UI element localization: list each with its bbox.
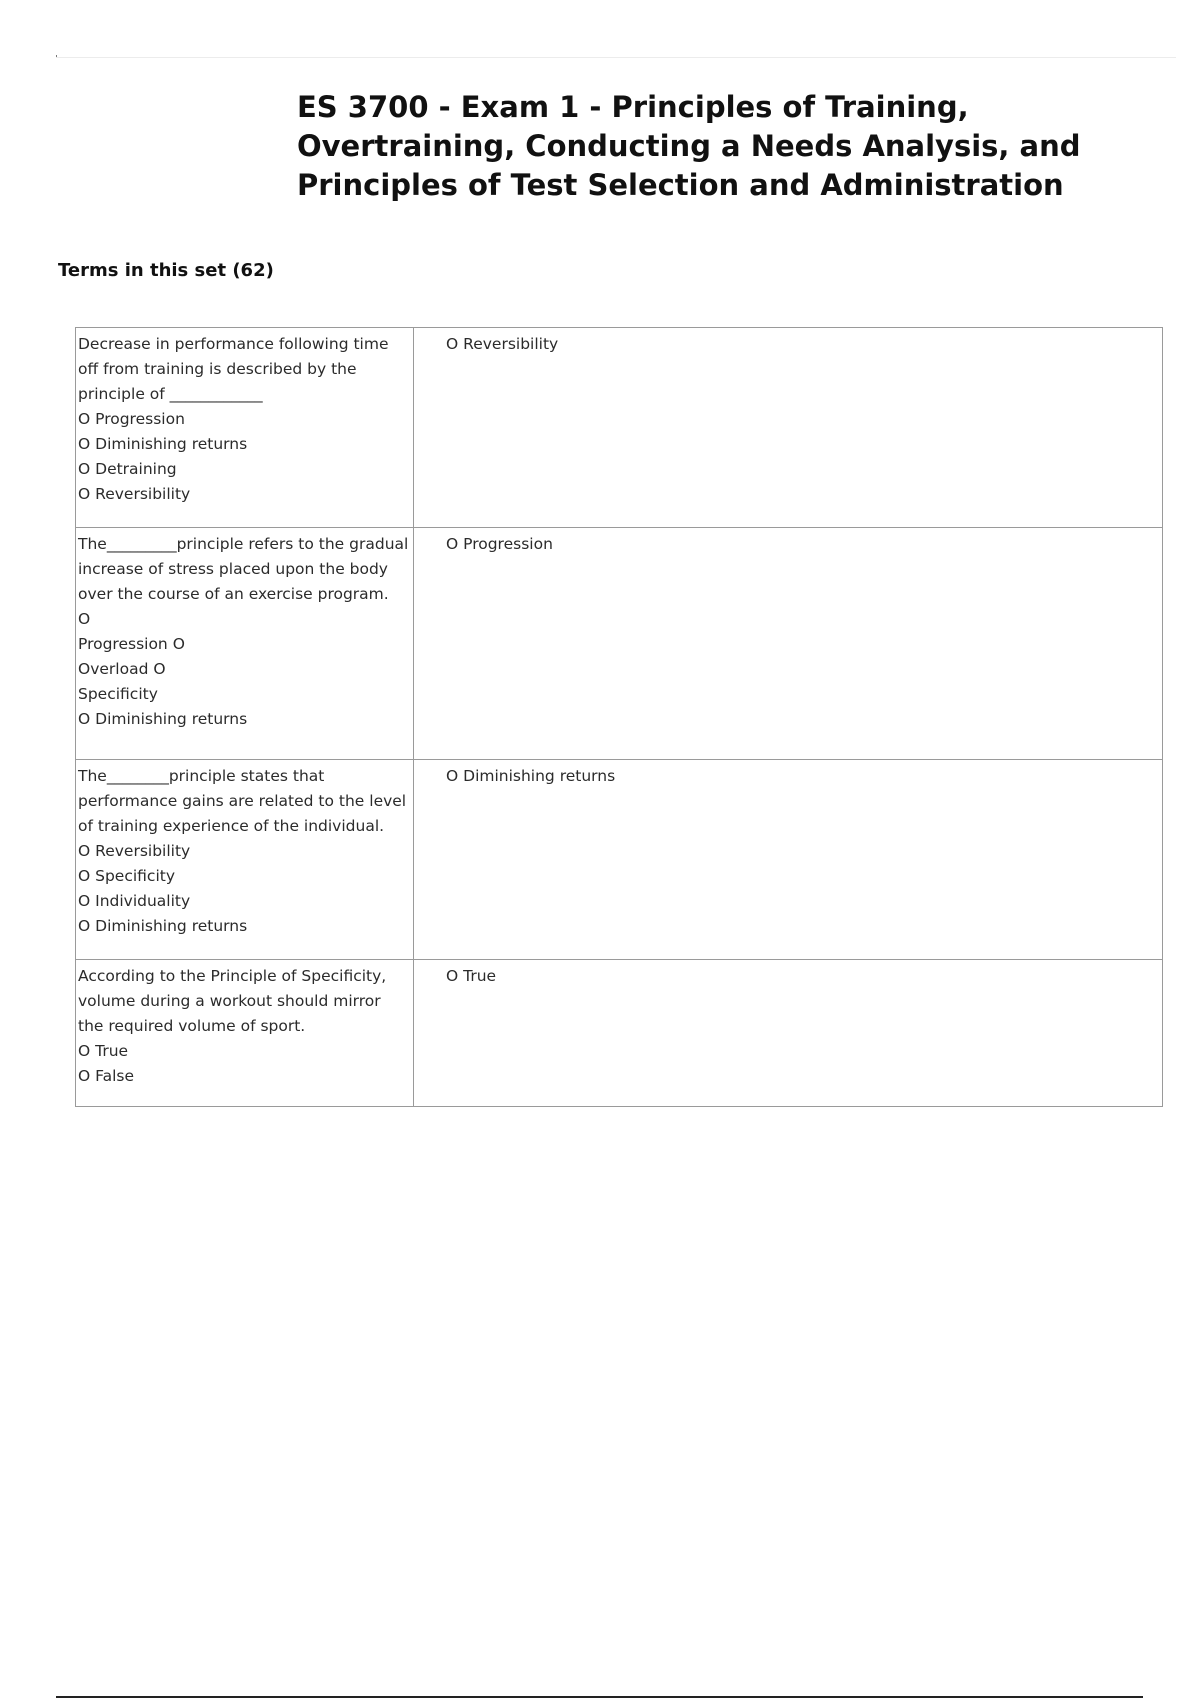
correct-answer: O Progression: [446, 535, 553, 553]
question-text: The________principle states that performance gains are related to the level of training experience of the individual.: [78, 767, 412, 835]
flashcard-table: [75, 327, 1163, 1107]
answer-cell: [414, 960, 1163, 1107]
footer-divider: [56, 1696, 1143, 1698]
terms-count-heading: Terms in this set (62): [58, 260, 274, 281]
flashcard-row: [76, 960, 1163, 1107]
answer-option: Overload O: [78, 660, 166, 678]
question-cell: [76, 528, 414, 760]
question-cell: [76, 760, 414, 960]
answer-option: O Specificity: [78, 867, 176, 885]
correct-answer: O Reversibility: [446, 335, 559, 353]
answer-option: O Individuality: [78, 892, 191, 910]
flashcard-row: [76, 760, 1163, 960]
answer-option: O True: [78, 1042, 129, 1060]
answer-option: Specificity: [78, 685, 158, 703]
answer-option: Progression O: [78, 635, 185, 653]
answer-cell: [414, 760, 1163, 960]
question-cell: [76, 328, 414, 528]
flashcard-row: [76, 528, 1163, 760]
answer-option: O Detraining: [78, 460, 177, 478]
answer-cell: [414, 528, 1163, 760]
answer-option: O Diminishing returns: [78, 435, 248, 453]
answer-option: O Diminishing returns: [78, 917, 248, 935]
header-divider: [56, 57, 1176, 58]
answer-option: O Progression: [78, 410, 185, 428]
answer-option: O Reversibility: [78, 842, 191, 860]
answer-option: O Reversibility: [78, 485, 191, 503]
question-text: The_________principle refers to the gradual increase of stress placed upon the body over the course of an exercise program.: [78, 535, 414, 603]
answer-option: O: [78, 610, 91, 628]
correct-answer: O Diminishing returns: [446, 767, 616, 785]
question-cell: [76, 960, 414, 1107]
answer-option: O Diminishing returns: [78, 710, 248, 728]
question-text: Decrease in performance following time off from training is described by the principle of ____________: [78, 335, 394, 403]
correct-answer: O True: [446, 967, 497, 985]
answer-cell: [414, 328, 1163, 528]
page-title: ES 3700 - Exam 1 - Principles of Training, Overtraining, Conducting a Needs Analysis, and Principles of Test Selection and Administration: [297, 90, 1081, 202]
answer-option: O False: [78, 1067, 135, 1085]
question-text: According to the Principle of Specificity, volume during a workout should mirror the required volume of sport.: [78, 967, 392, 1035]
flashcard-row: [76, 328, 1163, 528]
